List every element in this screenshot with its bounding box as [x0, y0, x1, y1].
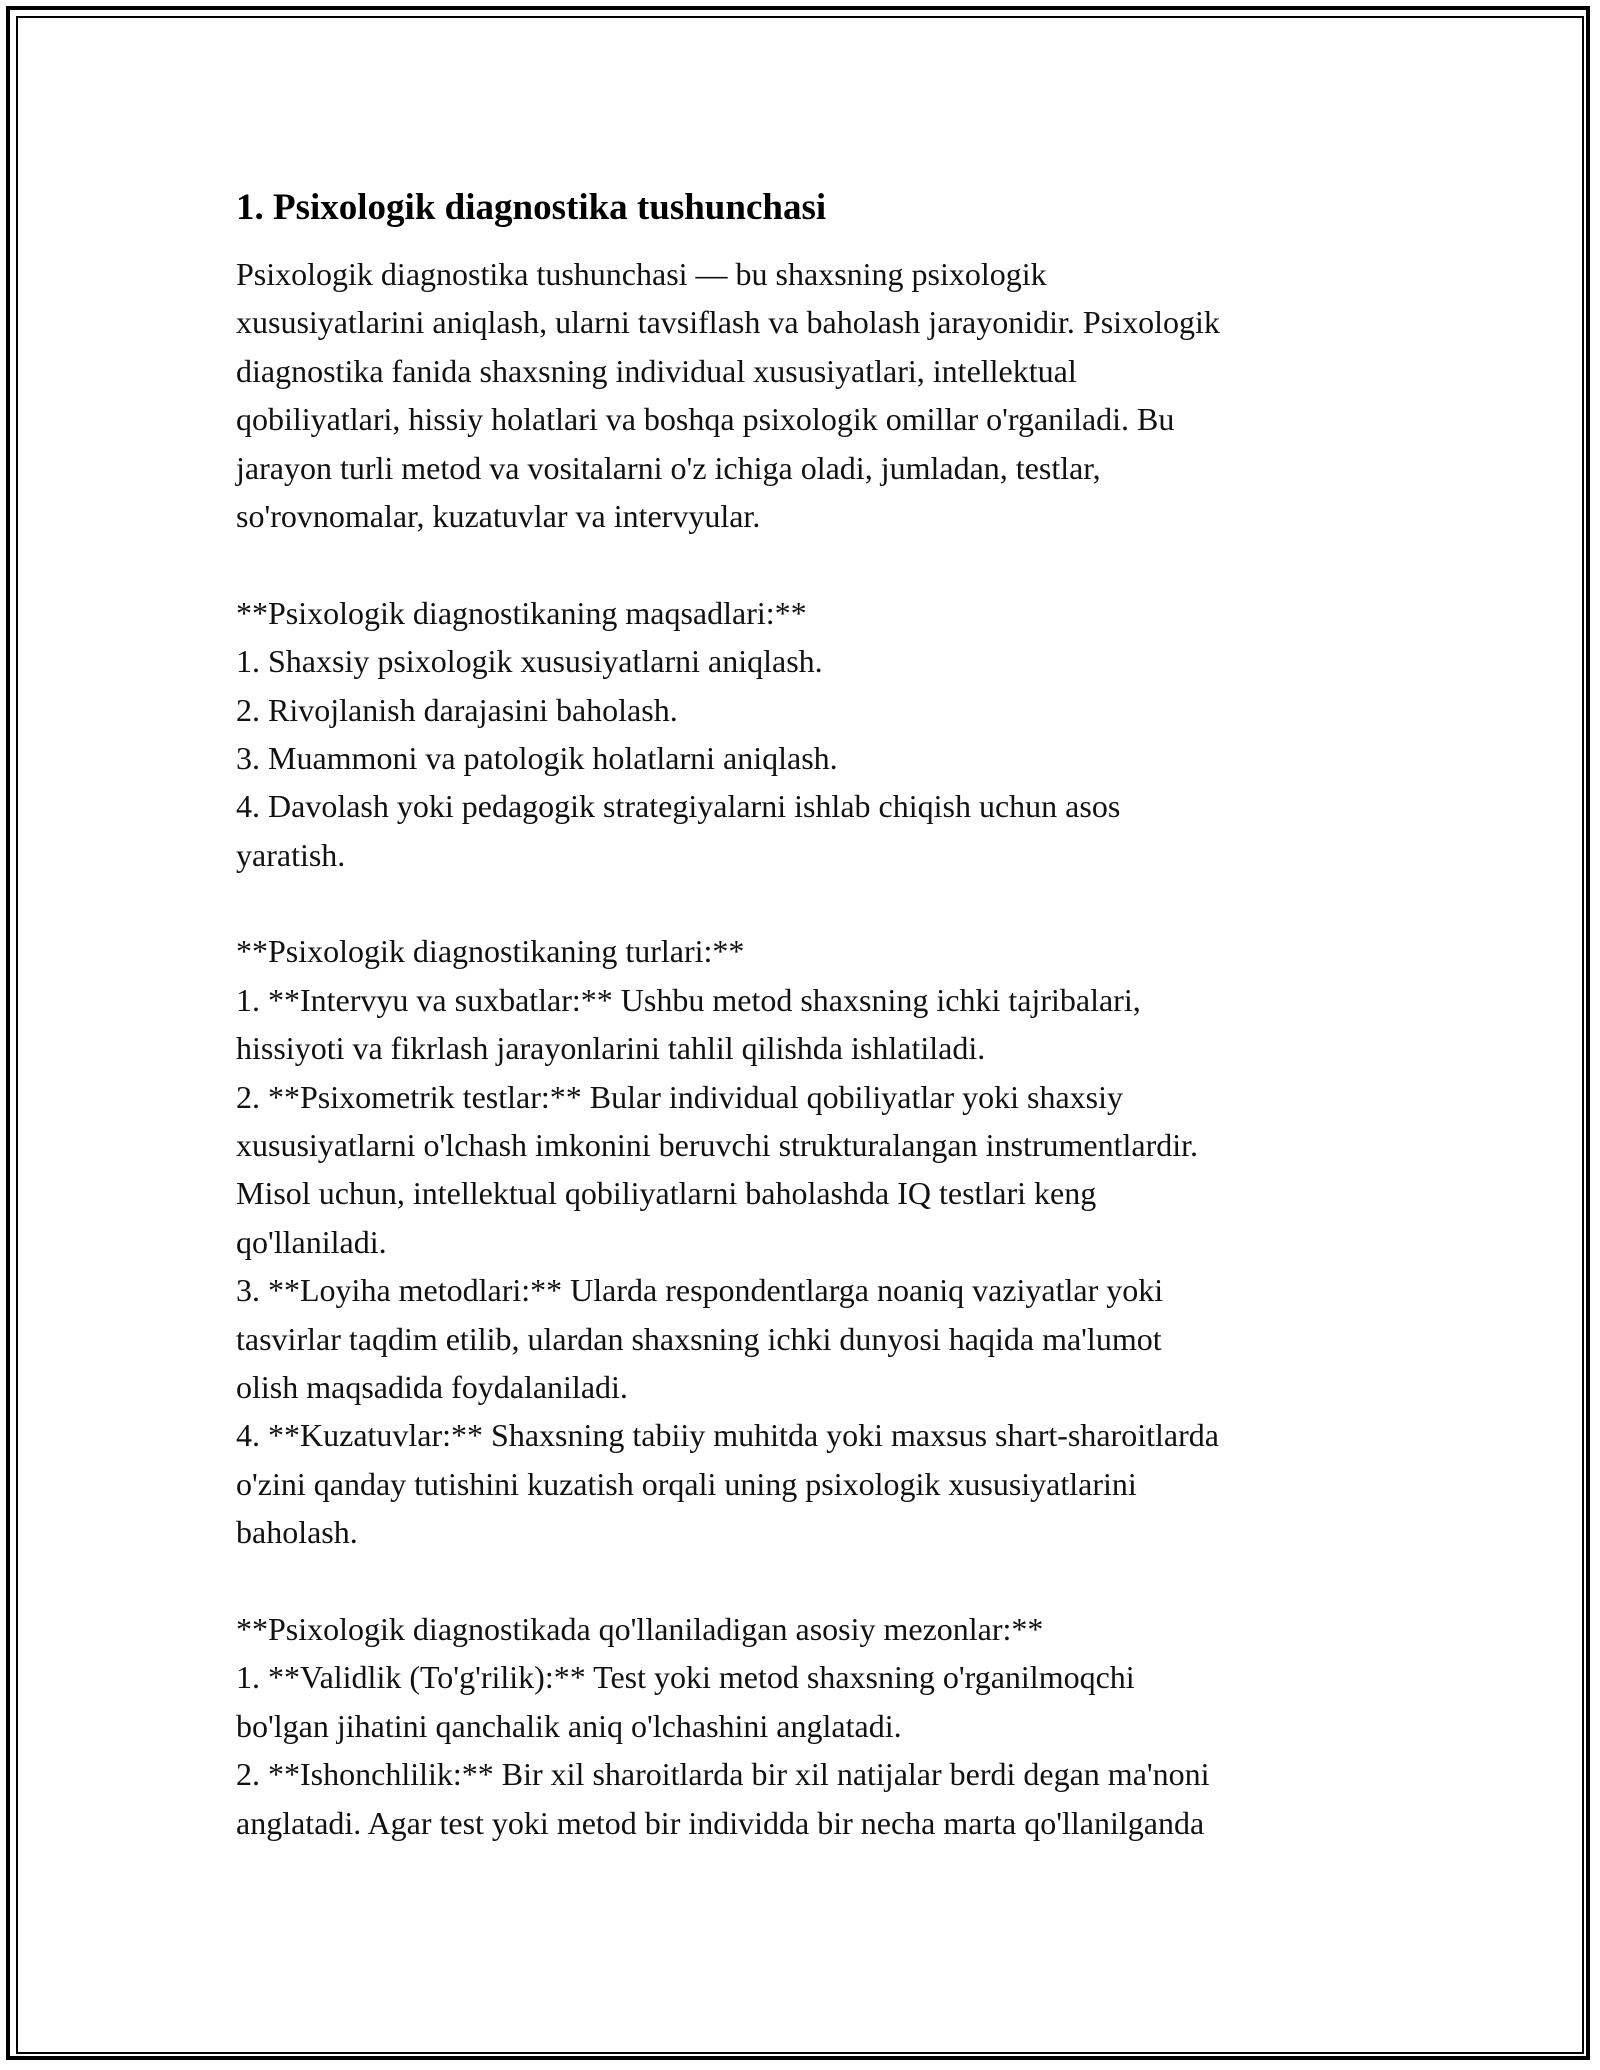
list-item: 1. Shaxsiy psixologik xususiyatlarni aniqlash.	[236, 643, 823, 680]
criteria-section	[236, 1605, 1376, 1847]
text-line: jarayon turli metod va vositalarni o'z ichiga oladi, jumladan, testlar,	[236, 449, 1101, 486]
list-item-continuation: Misol uchun, intellektual qobiliyatlarni baholashda IQ testlari keng	[236, 1175, 1097, 1212]
list-item: 2. **Ishonchlilik:** Bir xil sharoitlarda bir xil natijalar berdi degan ma'noni	[236, 1756, 1210, 1793]
types-section	[236, 927, 1376, 1556]
list-item: 2. **Psixometrik testlar:** Bular individual qobiliyatlar yoki shaxsiy	[236, 1078, 1124, 1115]
list-item: 4. **Kuzatuvlar:** Shaxsning tabiiy muhitda yoki maxsus shart-sharoitlarda	[236, 1417, 1219, 1454]
list-item: 3. Muammoni va patologik holatlarni aniqlash.	[236, 739, 838, 776]
list-item: 4. Davolash yoki pedagogik strategiyalarni ishlab chiqish uchun asos	[236, 788, 1121, 825]
list-item-continuation: tasvirlar taqdim etilib, ulardan shaxsning ichki dunyosi haqida ma'lumot	[236, 1320, 1162, 1357]
paragraph-gap	[236, 879, 1376, 927]
text-line: Psixologik diagnostika tushunchasi — bu shaxsning psixologik	[236, 256, 1047, 292]
list-item-continuation: olish maqsadida foydalaniladi.	[236, 1368, 628, 1405]
list-item: 3. **Loyiha metodlari:** Ularda respondentlarga noaniq vaziyatlar yoki	[236, 1272, 1164, 1309]
list-item-continuation: bo'lgan jihatini qanchalik aniq o'lchashini anglatadi.	[236, 1707, 902, 1744]
list-item-continuation: yaratish.	[236, 836, 346, 873]
section-heading: 1. Psixologik diagnostika tushunchasi	[236, 187, 827, 228]
text-line: xususiyatlarini aniqlash, ularni tavsiflash va baholash jarayonidir. Psixologik	[236, 304, 1220, 341]
list-item-continuation: anglatadi. Agar test yoki metod bir individda bir necha marta qo'llanilganda	[236, 1804, 1205, 1841]
types-title: **Psixologik diagnostikaning turlari:**	[236, 933, 745, 970]
text-line: qobiliyatlari, hissiy holatlari va boshqa psixologik omillar o'rganiladi. Bu	[236, 401, 1175, 438]
list-item-continuation: xususiyatlarni o'lchash imkonini beruvchi strukturalangan instrumentlardir.	[236, 1127, 1199, 1164]
list-item-continuation: baholash.	[236, 1514, 358, 1551]
criteria-title: **Psixologik diagnostikada qo'llaniladigan asosiy mezonlar:**	[236, 1610, 1044, 1647]
text-line: diagnostika fanida shaxsning individual xususiyatlari, intellektual	[236, 352, 1077, 389]
list-item-continuation: o'zini qanday tutishini kuzatish orqali uning psixologik xususiyatlarini	[236, 1465, 1137, 1502]
list-item: 1. **Validlik (To'g'rilik):** Test yoki metod shaxsning o'rganilmoqchi	[236, 1659, 1135, 1696]
paragraph-gap	[236, 1557, 1376, 1605]
list-item: 1. **Intervyu va suxbatlar:** Ushbu metod shaxsning ichki tajribalari,	[236, 981, 1141, 1018]
goals-section	[236, 589, 1376, 879]
list-item-continuation: qo'llaniladi.	[236, 1223, 387, 1260]
text-line: so'rovnomalar, kuzatuvlar va intervyular.	[236, 497, 761, 534]
list-item: 2. Rivojlanish darajasini baholash.	[236, 691, 678, 728]
goals-title: **Psixologik diagnostikaning maqsadlari:**	[236, 594, 807, 631]
intro-paragraph	[236, 250, 1376, 540]
list-item-continuation: hissiyoti va fikrlash jarayonlarini tahlil qilishda ishlatiladi.	[236, 1030, 986, 1067]
paragraph-gap	[236, 540, 1376, 588]
document-content	[236, 184, 1376, 1847]
